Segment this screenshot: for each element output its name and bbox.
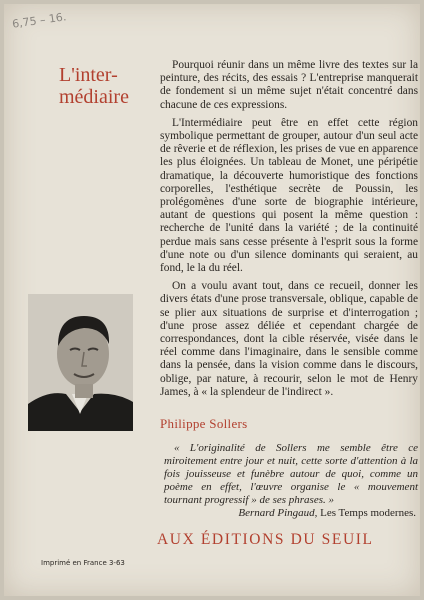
print-info: Imprimé en France 3-63	[41, 559, 125, 567]
blurb-paragraph: On a voulu avant tout, dans ce recueil, donner les divers états d'une prose transversale, oblique, capable de se plier aux situations de surprise et d'interrogation ; d'une prose assez déliée et cependant chargée de correspondances, dont la cible réservée, visée dans le réel comme dans l'imaginaire, dans le sensible comme dans la pensée, dans la vision comme dans le discours, oblige, par nature, à recourir, selon le mot de Henry James, à « la splendeur de l'indirect ».	[160, 280, 418, 398]
title-line-2: médiaire	[59, 86, 129, 108]
quote-source: Les Temps modernes.	[320, 507, 416, 519]
quote-attribution	[194, 507, 416, 520]
quote-author: Bernard Pingaud,	[238, 507, 318, 519]
review-quote	[164, 442, 418, 507]
author-name: Philippe Sollers	[160, 416, 248, 431]
author-portrait	[28, 294, 133, 431]
blurb-text	[160, 59, 418, 404]
author-photo	[28, 294, 133, 431]
blurb-paragraph: L'Intermédiaire peut être en effet cette région symbolique permettant de grouper, autour d'un seul acte de rêverie et de réflexion, les prises de vue en apparence les plus éloignées. Un tableau de Monet, une péripétie dramatique, la découverte humoristique des fonctions corporelles, l'esthétique secrète de Poussin, les prolégomènes d'une sorte de biographie intérieure, autant de questions qui posent la même question : recherche de l'unité dans la variété ; de la continuité perdue mais sans cesse présente à l'esprit sous la forme d'une note ou d'un silence dominants qui seraient, au fond, le la du réel.	[160, 116, 418, 275]
title-line-1: L'inter-	[59, 64, 118, 86]
blurb-paragraph: Pourquoi réunir dans un même livre des textes sur la peinture, des récits, des essais ? L'entreprise manquerait de fondement si un même sujet n'était concentré dans chacune de ces expressions.	[160, 59, 418, 111]
book-title	[59, 64, 149, 108]
pencil-price-note: 6,75 – 16.	[11, 10, 68, 31]
publisher-name: AUX ÉDITIONS DU SEUIL	[157, 531, 374, 548]
review-quote-text: « L'originalité de Sollers me semble être ce miroitement entre jour et nuit, cette sorte d'attention à la fois jouisseuse et funèbre autour de quoi, comme un poème en effet, l'œuvre organise le « mouvement tournant progressif » de ses phrases. »	[164, 442, 418, 506]
book-back-cover	[4, 4, 420, 596]
